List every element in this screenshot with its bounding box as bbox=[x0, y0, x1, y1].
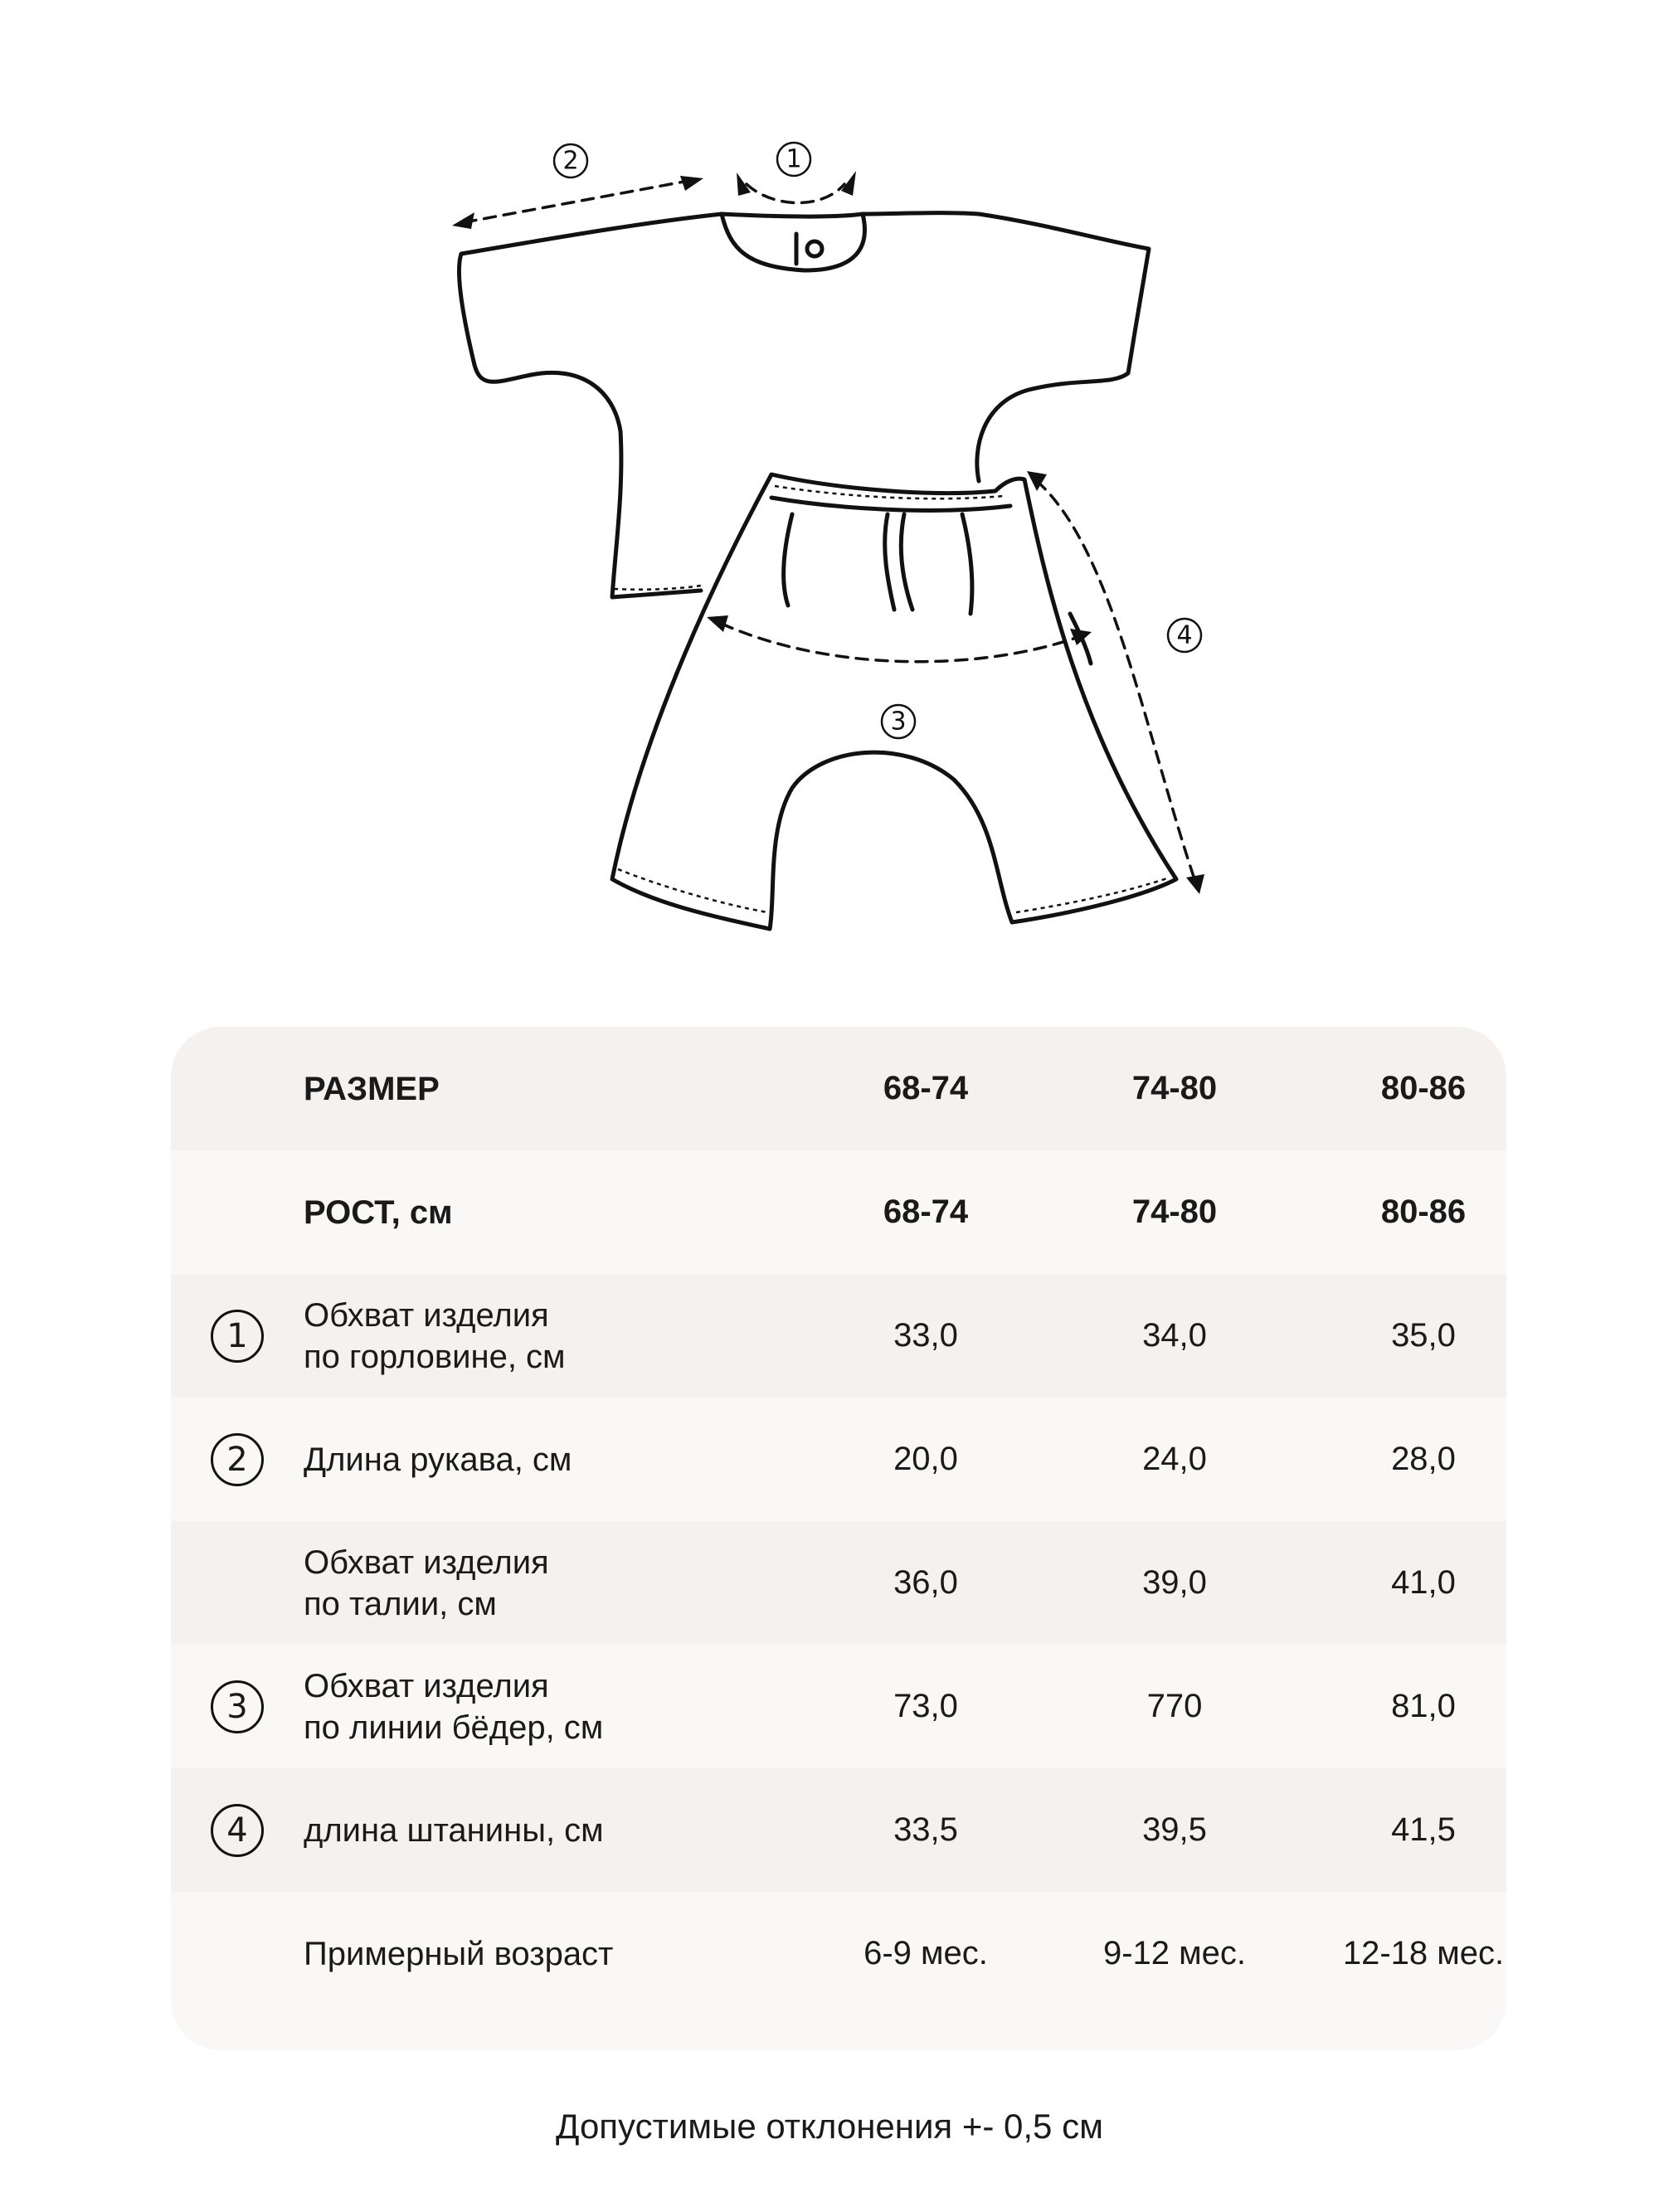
marker-4-badge: 4 bbox=[211, 1804, 264, 1857]
table-row bbox=[171, 1768, 1506, 1892]
svg-text:4: 4 bbox=[1176, 620, 1193, 650]
age-value-3: 12-18 мес. bbox=[1342, 1935, 1505, 1971]
size-table bbox=[171, 1027, 1506, 2050]
row-value: 39,0 bbox=[1142, 1564, 1207, 1601]
row-value: 36,0 bbox=[893, 1564, 958, 1601]
height-label: РОСТ, см bbox=[304, 1194, 453, 1231]
row-label-line2: по линии бёдер, см bbox=[304, 1709, 604, 1746]
height-value-2: 74-80 bbox=[1131, 1194, 1218, 1230]
table-row bbox=[171, 1274, 1506, 1398]
row-value: 81,0 bbox=[1391, 1688, 1456, 1724]
age-value-2: 9-12 мес. bbox=[1102, 1935, 1247, 1971]
tshirt-neckline bbox=[722, 213, 979, 270]
svg-text:2: 2 bbox=[562, 146, 579, 176]
header-size-2: 74-80 bbox=[1131, 1070, 1218, 1106]
age-value-1: 6-9 мес. bbox=[864, 1935, 988, 1971]
row-value: 28,0 bbox=[1391, 1441, 1456, 1477]
marker-3-badge: 3 bbox=[211, 1680, 264, 1733]
table-row bbox=[171, 1398, 1506, 1521]
svg-text:3: 3 bbox=[890, 707, 907, 737]
row-value: 35,0 bbox=[1391, 1317, 1456, 1354]
row-value: 33,0 bbox=[893, 1317, 958, 1354]
table-header-row bbox=[171, 1027, 1506, 1150]
header-size-3: 80-86 bbox=[1380, 1070, 1467, 1106]
row-label-line2: по талии, см bbox=[304, 1585, 497, 1622]
age-row bbox=[171, 1892, 1506, 2050]
tolerance-note: Допустимые отклонения +- 0,5 см bbox=[556, 2107, 1103, 2146]
row-value: 73,0 bbox=[893, 1688, 958, 1724]
row-label: Обхват изделия bbox=[304, 1667, 549, 1704]
svg-text:1: 1 bbox=[786, 144, 802, 174]
row-value: 24,0 bbox=[1142, 1441, 1207, 1477]
row-value: 20,0 bbox=[893, 1441, 958, 1477]
row-label: Обхват изделия bbox=[304, 1544, 549, 1581]
row-label: Обхват изделия bbox=[304, 1296, 549, 1334]
row-value: 39,5 bbox=[1142, 1811, 1207, 1848]
marker-2-badge: 2 bbox=[211, 1433, 264, 1486]
table-row bbox=[171, 1521, 1506, 1645]
table-row bbox=[171, 1645, 1506, 1768]
row-label-line2: по горловине, см bbox=[304, 1338, 566, 1375]
row-label: Длина рукава, см bbox=[304, 1441, 572, 1478]
height-value-1: 68-74 bbox=[883, 1194, 969, 1230]
button-icon bbox=[807, 241, 822, 256]
header-size-1: 68-74 bbox=[883, 1070, 969, 1106]
row-label: длина штанины, см bbox=[304, 1811, 604, 1849]
header-label: РАЗМЕР bbox=[304, 1070, 440, 1107]
pants-outline bbox=[612, 474, 1176, 929]
garment-diagram bbox=[0, 0, 1659, 979]
height-value-3: 80-86 bbox=[1380, 1194, 1467, 1230]
row-value: 770 bbox=[1146, 1688, 1203, 1724]
height-row bbox=[171, 1150, 1506, 1274]
row-value: 34,0 bbox=[1142, 1317, 1207, 1354]
marker-1-badge: 1 bbox=[211, 1310, 264, 1363]
row-value: 33,5 bbox=[893, 1811, 958, 1848]
age-label: Примерный возраст bbox=[304, 1935, 614, 1972]
row-value: 41,0 bbox=[1391, 1564, 1456, 1601]
row-value: 41,5 bbox=[1391, 1811, 1456, 1848]
